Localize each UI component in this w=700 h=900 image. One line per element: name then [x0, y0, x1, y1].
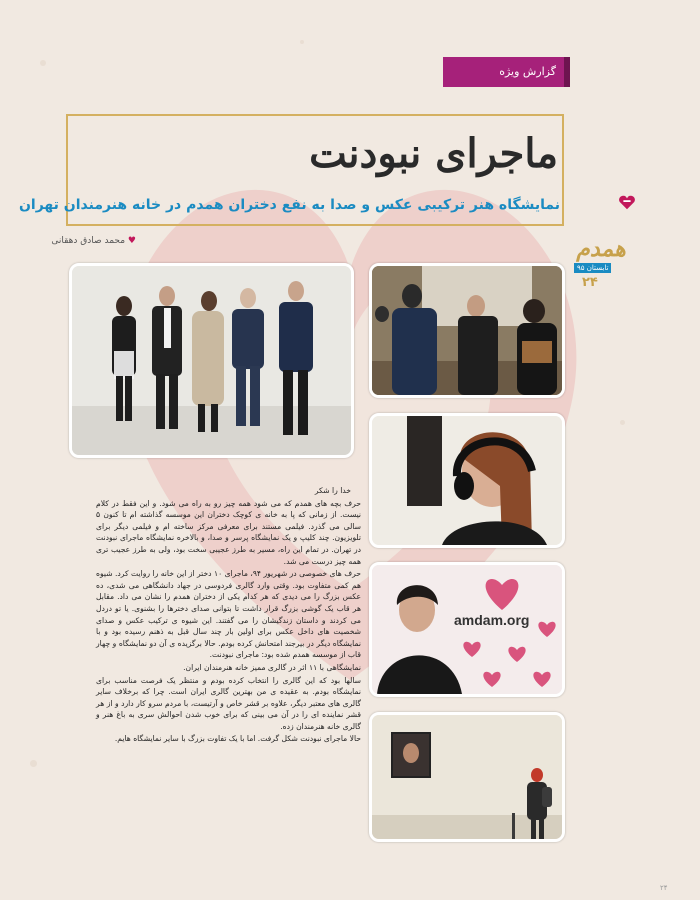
paper-texture [40, 60, 46, 66]
paper-texture [300, 40, 304, 44]
issue-label: تابستان ۹۵ [574, 263, 611, 273]
article-paragraph: خدا را شکر [314, 486, 351, 495]
man-banner-image [372, 565, 562, 694]
article-paragraph: حالا ماجرای نبودنت شکل گرفت. اما با یک تفاوت بزرگ با سایر نمایشگاه هایم. [114, 734, 361, 744]
man-banner-photo [369, 562, 565, 697]
group-photo [69, 263, 354, 458]
section-tag [443, 57, 564, 87]
paper-texture [620, 420, 625, 425]
gallery-visitors-photo [369, 263, 565, 398]
footer-page-number: ۲۴ [660, 884, 668, 892]
woman-headphones-image [372, 416, 562, 545]
article-body [96, 485, 361, 795]
banner-text: amdam.org [454, 612, 530, 628]
author-name: محمد صادق دهقانی [51, 236, 126, 246]
gallery-visitors-image [372, 266, 562, 395]
author-byline [51, 236, 136, 246]
visitor-gallery-image [372, 715, 562, 839]
article-paragraph: نمایشگاهی با ۱۱ اثر در گالری ممیز خانه هنرمندان ایران. [183, 662, 361, 672]
page-subtitle: نمایشگاه هنر ترکیبی عکس و صدا به نفع دختران همدم در خانه هنرمندان تهران [18, 197, 560, 213]
article-paragraph: حرف بچه های همدم که می شود همه چیز رو به راه می شود. و این فقط در کلام نیست. از زمانی که پا به خانه ی کوچک دختران این موسسه گذاشته ام تا کنون ۵ سالی می گذرد. فیلمی مستند برای معرفی مرکز ساخته ام و فیلمی دیگر برای تلویزیون. چند کلیپ و یک نمایشگاه پرسر و صدا، و بالاخره نمایشگاه ماجرای نبودنت در تهران. در تمام این راه، مسیر به طرز عجیبی سخت بود، ولی به طرز عجیب تری همه چیز درست می شد. [96, 498, 361, 566]
page-title: ماجرای نبودنت [309, 130, 558, 177]
article-paragraph: حرف های خصوصی در شهریور ۹۴، ماجرای ۱۰ دختر از این خانه را روایت کرد. شیوه هم کمی متفاوت بود. وقتی وارد گالری فردوسی در جهاد دانشگاهی می شدی، ده عکس بزرگ را می دیدی که هر کدام یکی از دختران همدم را نشان می داد. مقابل هر قاب یک گوشی بزرگ قرار داشت تا بتوانی صدای دخترها را بشنوی. یا تو دردل می کردند و داستان زندگیشان را می گفتند. این شیوه ی ترکیب عکس و صدای شخصیت های داخل عکس برای اولین بار چند سال قبل به ذهنم رسیده بود و با نمایشگاه دیگر در بیرجند امتحانش کرده بودم. حالا برگزیده ی آن دو نمایشگاه و چهار قاب از موسسه همدم شده بود: ماجرای نبودنت. [96, 569, 361, 660]
woman-headphones-photo [369, 413, 565, 548]
article-paragraph: سالها بود که این گالری را انتخاب کرده بودم و منتظر یک فرصت مناسب برای نمایشگاه بودم. به عقیده ی من بهترین گالری ایران است. چرا که برخلاف سایر گالری های معتبر دیگر، علاوه بر قشر خاص و آرتیست، با مردم سرو کار دارد و از هر قشر نماینده ای را در آن می بینی که برای خوب شدن احوالش سری به باغ هنر و گالری خانه هنرمندان زده. [96, 675, 361, 731]
visitor-gallery-photo [369, 712, 565, 842]
paper-texture [30, 760, 37, 767]
bullet-heart-icon: ♥ [127, 236, 136, 246]
magazine-logo-text: همدم [576, 236, 626, 262]
heart-badge-icon [618, 193, 636, 211]
group-photo-image [72, 266, 351, 455]
page-number: ۲۴ [582, 275, 598, 290]
section-tag-label: گزارش ویژه [499, 65, 556, 78]
